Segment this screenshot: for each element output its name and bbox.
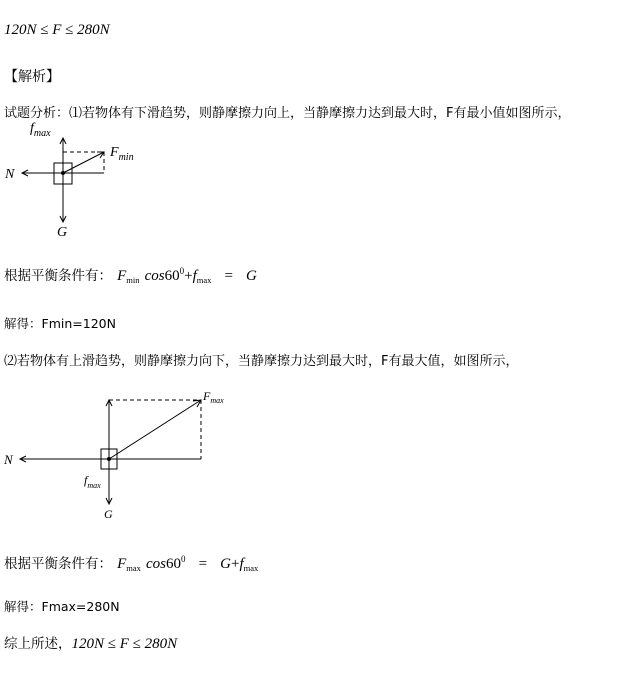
eq1-f-sub: max: [196, 275, 212, 285]
eq1-cos: cos: [144, 268, 165, 284]
eq2-degree: 0: [181, 554, 186, 564]
force-diagram-max: [0, 380, 240, 520]
label-N: N: [4, 452, 13, 467]
eq2-cos: cos: [146, 556, 166, 572]
applied-force-max-arrow: [109, 400, 201, 459]
top-result: [4, 22, 110, 39]
label-F-max: $F_{max}$: [203, 389, 224, 405]
eq2-F-sub: max: [126, 563, 141, 573]
label-G: G: [104, 507, 113, 520]
equation-2: [4, 552, 258, 573]
eq2-angle: 60: [166, 556, 181, 572]
solution-1: 解得：Fmin=120N: [4, 316, 116, 331]
conclusion-prefix: 综上所述，: [4, 636, 72, 652]
eq1-angle: 60: [164, 268, 180, 284]
eq2-F: F: [117, 556, 127, 572]
label-F-min: $F_{min}$: [110, 145, 134, 163]
conclusion: [4, 632, 177, 653]
label-N: N: [5, 167, 15, 182]
eq1-f: f: [192, 268, 197, 284]
eq1-F: F: [117, 268, 127, 284]
label-G: G: [57, 225, 68, 240]
eq2-plus: +: [231, 556, 240, 572]
section-heading: 【解析】: [4, 69, 60, 85]
eq1-F-sub: min: [126, 275, 140, 285]
eq1-equals: =: [224, 268, 233, 284]
equation-2-prefix: 根据平衡条件有：: [4, 556, 112, 572]
analysis-paragraph-2: ⑵若物体有上滑趋势，则静摩擦力向下，当静摩擦力达到最大时，F有最大值，如图所示，: [4, 354, 519, 369]
eq1-rhs: G: [246, 268, 257, 284]
analysis-paragraph-1: 试题分析：⑴若物体有下滑趋势，则静摩擦力向上，当静摩擦力达到最大时，F有最小值如图所示，: [4, 106, 571, 121]
top-result-text: 120N ≤ F ≤ 280N: [4, 22, 110, 38]
eq1-plus: +: [184, 268, 193, 284]
equation-1: [4, 264, 257, 285]
solution-2: 解得：Fmax=280N: [4, 599, 120, 614]
label-f-max: $f_{max}$: [30, 121, 51, 139]
conclusion-result: 120N ≤ F ≤ 280N: [71, 636, 178, 652]
label-f-max: $f_{max}$: [84, 473, 101, 490]
eq2-G: G: [220, 556, 231, 572]
equation-1-prefix: 根据平衡条件有：: [4, 268, 112, 284]
eq2-f: f: [239, 556, 244, 572]
eq1-degree: 0: [179, 266, 185, 276]
eq2-equals: =: [198, 556, 208, 572]
force-diagram-min: [0, 112, 180, 242]
eq2-f-sub: max: [243, 563, 259, 573]
